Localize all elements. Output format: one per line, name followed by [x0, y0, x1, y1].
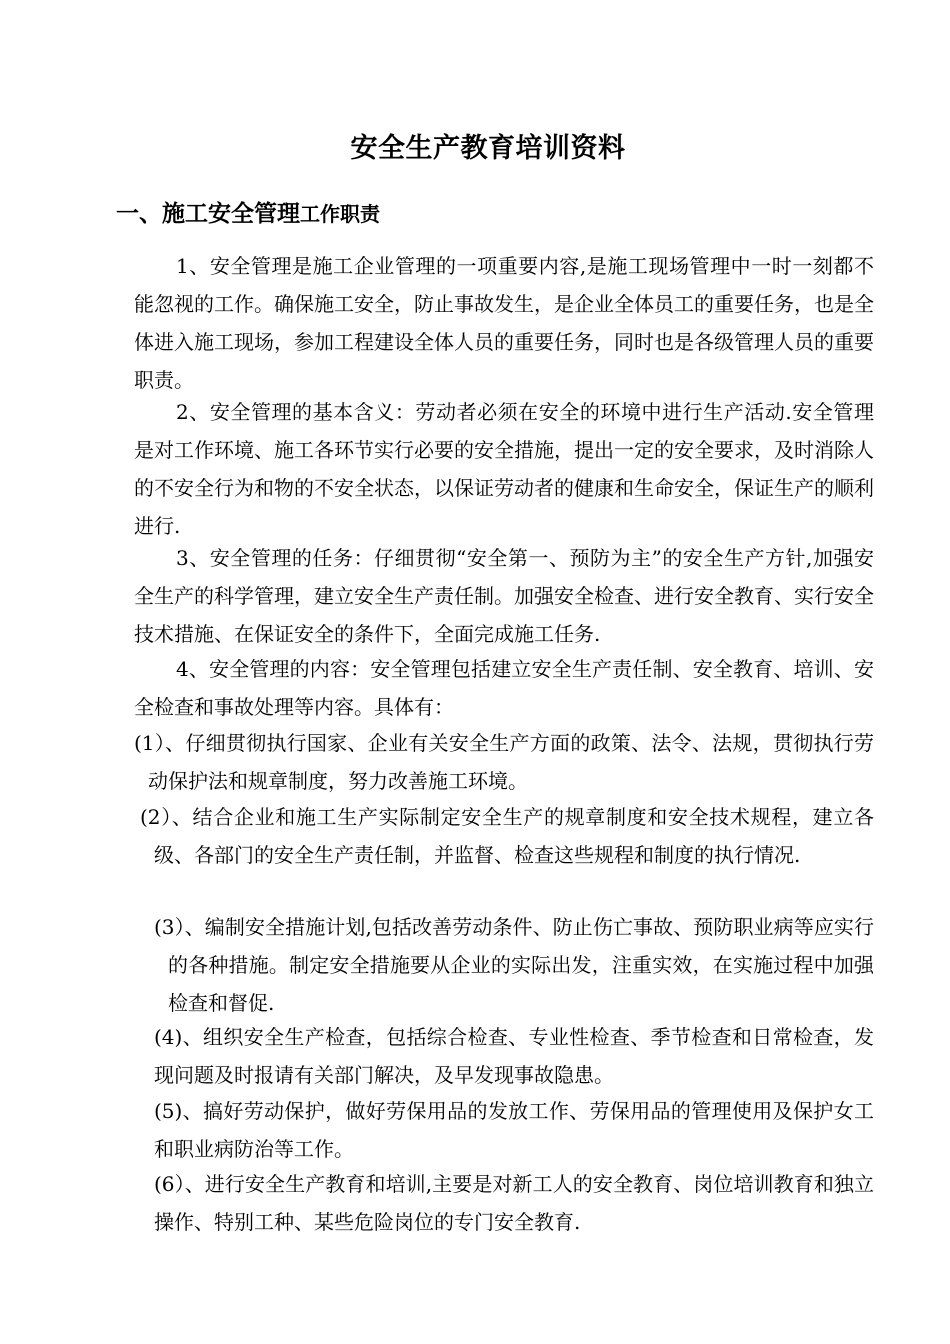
list-item-5: (5)、搞好劳动保护，做好劳保用品的发放工作、劳保用品的管理使用及保护女工和职业病防治等工作。 — [154, 1099, 874, 1161]
paragraph-4: 4、安全管理的内容：安全管理包括建立安全生产责任制、安全教育、培训、安全检查和事故处理等内容。具体有： — [134, 657, 874, 719]
paragraph-2: 2、安全管理的基本含义：劳动者必须在安全的环境中进行生产活动.安全管理是对工作环境、施工各环节实行必要的安全措施，提出一定的安全要求，及时消除人的不安全行为和物的不安全状态，以保证劳动者的健康和生命安全，保证生产的顺利进行. — [134, 400, 874, 538]
paragraph-1: 1、安全管理是施工企业管理的一项重要内容,是施工现场管理中一时一刻都不能忽视的工作。确保施工安全，防止事故发生，是企业全体员工的重要任务，也是全体进入施工现场，参加工程建设全体人员的重要任务，同时也是各级管理人员的重要职责。 — [134, 254, 874, 392]
section-heading — [116, 194, 380, 234]
list-item-3: (3）、编制安全措施计划,包括改善劳动条件、防止伤亡事故、预防职业病等应实行的各种措施。制定安全措施要从企业的实际出发，注重实效，在实施过程中加强检查和督促. — [154, 915, 874, 1015]
list-item-2: (2）、结合企业和施工生产实际制定安全生产的规章制度和安全技术规程，建立各级、各部门的安全生产责任制，并监督、检查这些规程和制度的执行情况. — [140, 805, 874, 867]
document-title: 安全生产教育培训资料 — [350, 133, 626, 164]
section-heading-tail: 工作职责 — [300, 202, 380, 226]
list-item-4: (4)、组织安全生产检查，包括综合检查、专业性检查、季节检查和日常检查，发现问题及时报请有关部门解决，及早发现事故隐患。 — [154, 1025, 874, 1087]
paragraph-3: 3、安全管理的任务：仔细贯彻“安全第一、预防为主”的安全生产方针,加强安全生产的科学管理，建立安全生产责任制。加强安全检查、进行安全教育、实行安全技术措施、在保证安全的条件下，全面完成施工任务. — [134, 546, 874, 646]
list-item-1: (1）、仔细贯彻执行国家、企业有关安全生产方面的政策、法令、法规，贯彻执行劳动保护法和规章制度，努力改善施工环境。 — [134, 731, 874, 793]
list-item-6: (6）、进行安全生产教育和培训,主要是对新工人的安全教育、岗位培训教育和独立操作、特别工种、某些危险岗位的专门安全教育. — [154, 1172, 874, 1234]
section-heading-main: 一、施工安全管理 — [116, 201, 300, 227]
